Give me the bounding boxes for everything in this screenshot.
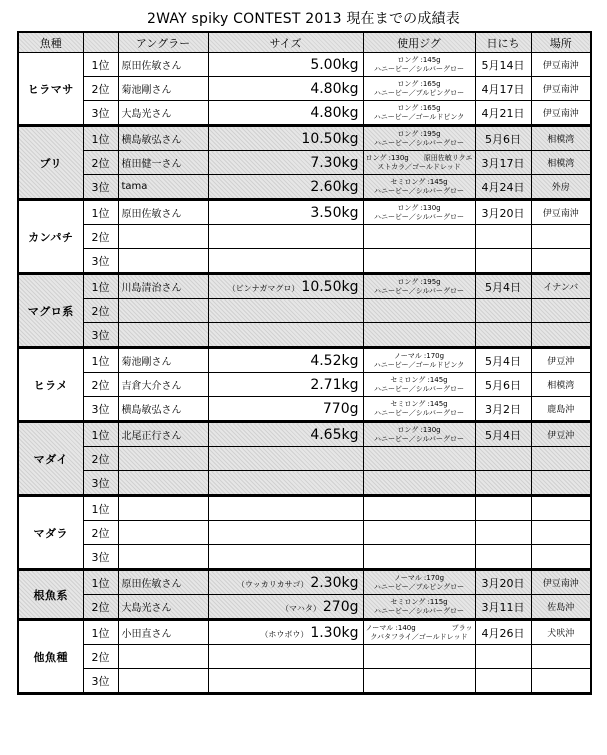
rank-cell: 2位 (83, 77, 118, 101)
angler-cell: 菊池剛さん (118, 77, 208, 101)
rank-cell: 1位 (83, 200, 118, 225)
table-row (18, 373, 591, 397)
angler-cell (118, 299, 208, 323)
table-row (18, 225, 591, 249)
jig-cell (363, 175, 475, 200)
size-value: 10.50kg (301, 278, 359, 295)
table-row (18, 521, 591, 545)
place-cell: 犬吠沖 (531, 620, 591, 645)
header-row (18, 32, 591, 53)
fish-group (18, 274, 591, 348)
jig-color: ハニービー／ゴールドピンク (373, 112, 465, 121)
fish-name: 根魚系 (18, 570, 83, 620)
header-rank (83, 32, 118, 53)
fish-name: ヒラメ (18, 348, 83, 422)
angler-cell (118, 521, 208, 545)
fish-name: 他魚種 (18, 620, 83, 694)
angler-cell: 原田佐敏さん (118, 570, 208, 595)
jig-color: ストカラ／ゴールドレッド (377, 162, 461, 171)
rank-cell: 3位 (83, 249, 118, 274)
date-cell: 4月21日 (475, 101, 531, 126)
size-value: 270g (322, 598, 359, 615)
jig-model: ロング :195g (397, 129, 441, 138)
place-cell: 伊豆沖 (531, 348, 591, 373)
date-cell: 3月20日 (475, 200, 531, 225)
place-cell (531, 545, 591, 570)
place-cell: 伊豆沖 (531, 422, 591, 447)
place-cell (531, 521, 591, 545)
size-value: 3.50kg (310, 204, 359, 221)
jig-color: ハニービー／シルバーグロー (373, 186, 465, 195)
angler-cell (118, 669, 208, 694)
rank-cell: 1位 (83, 570, 118, 595)
table-row (18, 570, 591, 595)
jig-model: ノーマル :170g (393, 351, 445, 360)
place-cell: 鹿島沖 (531, 397, 591, 422)
rank-cell: 1位 (83, 620, 118, 645)
place-cell: 伊豆南沖 (531, 101, 591, 126)
jig-model: セミロング :115g (390, 597, 448, 606)
size-value: 4.65kg (310, 426, 359, 443)
angler-cell: 北尾正行さん (118, 422, 208, 447)
fish-name: マグロ系 (18, 274, 83, 348)
date-cell: 5月4日 (475, 348, 531, 373)
table-row (18, 299, 591, 323)
place-cell (531, 225, 591, 249)
place-cell (531, 471, 591, 496)
jig-cell (363, 200, 475, 225)
rank-cell: 2位 (83, 299, 118, 323)
size-cell (208, 422, 363, 447)
species-note: （ホウボウ） (260, 629, 309, 639)
fish-group (18, 348, 591, 422)
size-cell (208, 175, 363, 200)
rank-cell: 2位 (83, 151, 118, 175)
results-table (17, 31, 592, 695)
jig-cell (363, 225, 475, 249)
angler-cell (118, 645, 208, 669)
jig-extra: 原田佐敏リクエ (423, 153, 473, 162)
angler-cell: 菊池剛さん (118, 348, 208, 373)
size-cell (208, 545, 363, 570)
rank-cell: 2位 (83, 225, 118, 249)
rank-cell: 1位 (83, 53, 118, 77)
date-cell (475, 521, 531, 545)
angler-cell: 横島敏弘さん (118, 397, 208, 422)
jig-cell (363, 53, 475, 77)
angler-cell: 原田佐敏さん (118, 53, 208, 77)
size-cell (208, 249, 363, 274)
fish-name: マダイ (18, 422, 83, 496)
table-row (18, 422, 591, 447)
jig-cell (363, 496, 475, 521)
place-cell: 相模湾 (531, 126, 591, 151)
fish-group (18, 496, 591, 570)
size-value: 2.60kg (310, 178, 359, 195)
size-value: 2.71kg (310, 376, 359, 393)
place-cell: 佐島沖 (531, 595, 591, 620)
rank-cell: 1位 (83, 274, 118, 299)
rank-cell: 3位 (83, 397, 118, 422)
rank-cell: 3位 (83, 175, 118, 200)
jig-cell (363, 669, 475, 694)
jig-cell (363, 447, 475, 471)
date-cell (475, 299, 531, 323)
jig-model: ロング :130g (365, 153, 409, 162)
size-cell (208, 447, 363, 471)
date-cell: 3月17日 (475, 151, 531, 175)
header-jig: 使用ジグ (363, 32, 475, 53)
place-cell (531, 323, 591, 348)
date-cell (475, 496, 531, 521)
angler-cell: 吉倉大介さん (118, 373, 208, 397)
rank-cell: 2位 (83, 521, 118, 545)
place-cell (531, 496, 591, 521)
jig-cell (363, 373, 475, 397)
place-cell (531, 249, 591, 274)
size-cell (208, 570, 363, 595)
jig-cell (363, 299, 475, 323)
page-title: 2WAY spiky CONTEST 2013 現在までの成績表 (147, 11, 460, 27)
place-cell: イナンバ (531, 274, 591, 299)
table-row (18, 496, 591, 521)
header-date: 日にち (475, 32, 531, 53)
angler-cell: 植田健一さん (118, 151, 208, 175)
rank-cell: 2位 (83, 447, 118, 471)
table-row (18, 397, 591, 422)
rank-cell: 3位 (83, 669, 118, 694)
angler-cell: 大島光さん (118, 101, 208, 126)
rank-cell: 3位 (83, 323, 118, 348)
rank-cell: 2位 (83, 373, 118, 397)
place-cell (531, 645, 591, 669)
rank-cell: 1位 (83, 348, 118, 373)
jig-color: ハニービー／シルバーグロー (373, 408, 465, 417)
jig-extra: ブラッ (451, 623, 473, 632)
table-row (18, 645, 591, 669)
angler-cell: 小田直さん (118, 620, 208, 645)
angler-cell (118, 471, 208, 496)
date-cell (475, 545, 531, 570)
date-cell (475, 645, 531, 669)
size-cell (208, 323, 363, 348)
angler-cell: 川島清治さん (118, 274, 208, 299)
jig-color: ハニービー／シルバーグロー (373, 286, 465, 295)
angler-cell (118, 249, 208, 274)
header-fish: 魚種 (18, 32, 83, 53)
size-value: 5.00kg (310, 56, 359, 73)
fish-group (18, 200, 591, 274)
jig-cell (363, 397, 475, 422)
fish-name: ヒラマサ (18, 53, 83, 126)
table-row (18, 348, 591, 373)
jig-cell (363, 249, 475, 274)
angler-cell (118, 545, 208, 570)
size-cell (208, 225, 363, 249)
rank-cell: 2位 (83, 645, 118, 669)
table-row (18, 249, 591, 274)
date-cell (475, 471, 531, 496)
jig-cell (363, 521, 475, 545)
table-row (18, 101, 591, 126)
angler-cell: 横島敏弘さん (118, 126, 208, 151)
fish-group (18, 620, 591, 694)
size-cell (208, 274, 363, 299)
jig-cell (363, 471, 475, 496)
jig-color: ハニービー／シルバーグロー (373, 384, 465, 393)
place-cell: 伊豆南沖 (531, 570, 591, 595)
jig-color: ハニービー／ゴールドピンク (373, 360, 465, 369)
rank-cell: 2位 (83, 595, 118, 620)
size-cell (208, 496, 363, 521)
table-row (18, 595, 591, 620)
size-value: 4.80kg (310, 80, 359, 97)
date-cell: 5月6日 (475, 126, 531, 151)
jig-color: ハニービー／シルバーグロー (373, 434, 465, 443)
angler-cell (118, 323, 208, 348)
fish-group (18, 570, 591, 620)
jig-color: クバタフライ／ゴールドレッド (370, 632, 468, 641)
date-cell: 5月6日 (475, 373, 531, 397)
fish-name: ブリ (18, 126, 83, 200)
angler-cell (118, 496, 208, 521)
jig-model: ノーマル :140g (365, 623, 416, 632)
jig-cell (363, 545, 475, 570)
species-note: （ビンナガマグロ） (227, 283, 300, 293)
size-cell (208, 397, 363, 422)
date-cell (475, 249, 531, 274)
jig-cell (363, 323, 475, 348)
species-note: （マハタ） (280, 603, 321, 613)
size-cell (208, 521, 363, 545)
table-row (18, 471, 591, 496)
jig-cell (363, 101, 475, 126)
table-row (18, 323, 591, 348)
size-cell (208, 101, 363, 126)
jig-model: セミロング :145g (390, 375, 448, 384)
table-row (18, 620, 591, 645)
jig-model: ロング :165g (397, 79, 441, 88)
place-cell (531, 447, 591, 471)
size-value: 4.80kg (310, 104, 359, 121)
rank-cell: 3位 (83, 101, 118, 126)
date-cell: 5月14日 (475, 53, 531, 77)
jig-cell (363, 620, 475, 645)
date-cell: 5月4日 (475, 274, 531, 299)
date-cell: 3月20日 (475, 570, 531, 595)
size-value: 10.50kg (301, 130, 359, 147)
size-cell (208, 595, 363, 620)
jig-model: セミロング :145g (390, 399, 448, 408)
size-cell (208, 53, 363, 77)
jig-color: ハニービー／ブルピングロー (373, 88, 465, 97)
fish-group (18, 53, 591, 126)
jig-cell (363, 151, 475, 175)
size-cell (208, 200, 363, 225)
jig-model: ロング :145g (397, 55, 441, 64)
angler-cell: tama (118, 175, 208, 200)
table-row (18, 669, 591, 694)
date-cell: 3月2日 (475, 397, 531, 422)
header-size: サイズ (208, 32, 363, 53)
jig-color: ハニービー／ブルピングロー (373, 582, 465, 591)
table-row (18, 200, 591, 225)
jig-cell (363, 645, 475, 669)
date-cell: 4月26日 (475, 620, 531, 645)
rank-cell: 1位 (83, 496, 118, 521)
jig-cell (363, 422, 475, 447)
table-row (18, 545, 591, 570)
size-cell (208, 645, 363, 669)
size-cell (208, 471, 363, 496)
header-angler: アングラー (118, 32, 208, 53)
fish-group (18, 126, 591, 200)
jig-cell (363, 274, 475, 299)
place-cell: 相模湾 (531, 151, 591, 175)
size-cell (208, 126, 363, 151)
size-cell (208, 620, 363, 645)
date-cell (475, 669, 531, 694)
jig-model: ロング :130g (397, 203, 441, 212)
jig-color: ハニービー／シルバーグロー (373, 138, 465, 147)
table-row (18, 77, 591, 101)
fish-name: カンパチ (18, 200, 83, 274)
table-row (18, 447, 591, 471)
place-cell (531, 299, 591, 323)
date-cell: 5月4日 (475, 422, 531, 447)
size-cell (208, 348, 363, 373)
jig-color: ハニービー／シルバーグロー (373, 212, 465, 221)
jig-color: ハニービー／シルバーグロー (373, 606, 465, 615)
table-row (18, 175, 591, 200)
jig-cell (363, 570, 475, 595)
size-value: 2.30kg (310, 574, 359, 591)
jig-color: ハニービー／シルバーグロー (373, 64, 465, 73)
date-cell (475, 225, 531, 249)
fish-name: マダラ (18, 496, 83, 570)
rank-cell: 3位 (83, 471, 118, 496)
header-place: 場所 (531, 32, 591, 53)
size-cell (208, 373, 363, 397)
size-value: 1.30kg (310, 624, 359, 641)
table-row (18, 151, 591, 175)
size-cell (208, 669, 363, 694)
place-cell: 外房 (531, 175, 591, 200)
jig-cell (363, 595, 475, 620)
size-cell (208, 151, 363, 175)
table-row (18, 274, 591, 299)
place-cell: 伊豆南沖 (531, 77, 591, 101)
jig-cell (363, 126, 475, 151)
angler-cell (118, 447, 208, 471)
size-value: 7.30kg (310, 154, 359, 171)
jig-model: ロング :130g (397, 425, 441, 434)
jig-model: ロング :165g (397, 103, 441, 112)
size-value: 4.52kg (310, 352, 359, 369)
size-value: 770g (322, 400, 359, 417)
date-cell: 4月24日 (475, 175, 531, 200)
place-cell: 伊豆南沖 (531, 200, 591, 225)
rank-cell: 3位 (83, 545, 118, 570)
place-cell (531, 669, 591, 694)
size-cell (208, 77, 363, 101)
table-row (18, 53, 591, 77)
date-cell: 3月11日 (475, 595, 531, 620)
date-cell (475, 323, 531, 348)
size-cell (208, 299, 363, 323)
angler-cell (118, 225, 208, 249)
rank-cell: 1位 (83, 422, 118, 447)
rank-cell: 1位 (83, 126, 118, 151)
species-note: （ウッカリカサゴ） (236, 579, 309, 589)
jig-model: セミロング :145g (390, 177, 448, 186)
jig-cell (363, 77, 475, 101)
jig-cell (363, 348, 475, 373)
place-cell: 相模湾 (531, 373, 591, 397)
angler-cell: 原田佐敏さん (118, 200, 208, 225)
jig-model: ノーマル :170g (393, 573, 445, 582)
place-cell: 伊豆南沖 (531, 53, 591, 77)
date-cell: 4月17日 (475, 77, 531, 101)
fish-group (18, 422, 591, 496)
date-cell (475, 447, 531, 471)
table-row (18, 126, 591, 151)
jig-model: ロング :195g (397, 277, 441, 286)
angler-cell: 大島光さん (118, 595, 208, 620)
